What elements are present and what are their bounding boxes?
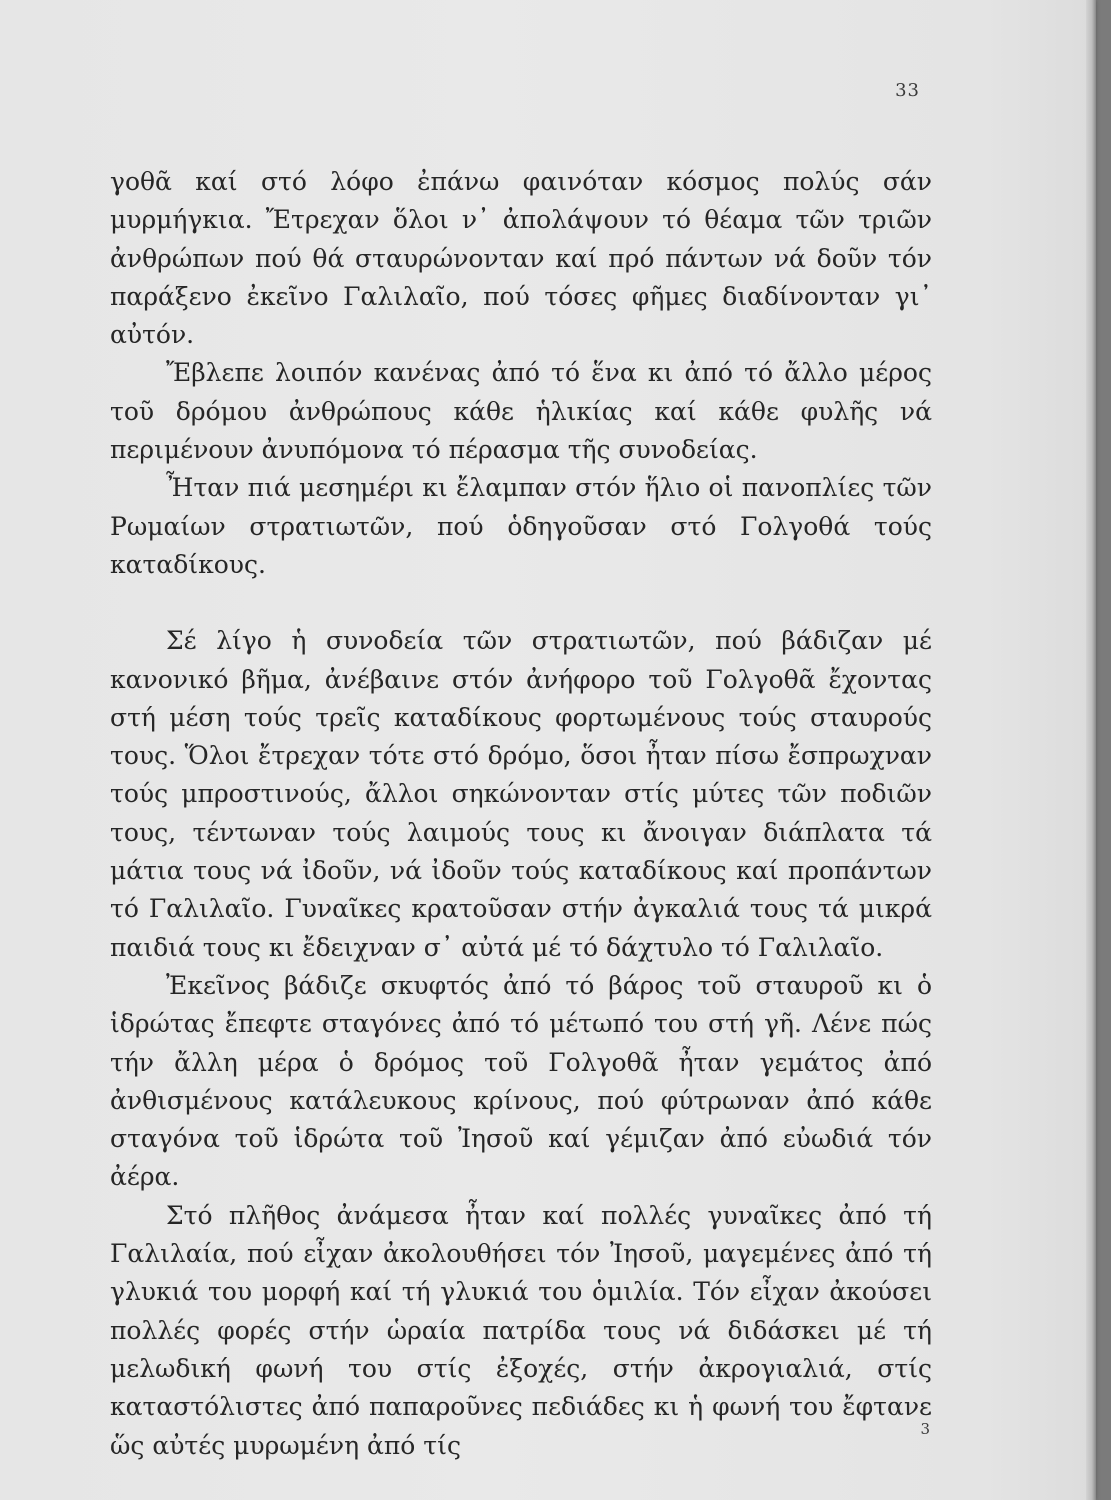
page-edge: [1086, 0, 1096, 1500]
paragraph: Σέ λίγο ἡ συνοδεία τῶν στρατιωτῶν, πού βάδιζαν μέ κανονικό βῆμα, ἀνέβαινε στόν ἀνήφορο τοῦ Γολγοθᾶ ἔχοντας στή μέση τούς τρεῖς καταδίκους φορτωμένους τούς σταυρούς τους. Ὅλοι ἔτρεχαν τότε στό δρόμο, ὅσοι ἦταν πίσω ἔσπρωχναν τούς μπροστινούς, ἄλλοι σηκώνονταν στίς μύτες τῶν ποδιῶν τους, τέντωναν τούς λαιμούς τους κι ἄνοιγαν διάπλατα τά μάτια τους νά ἰδοῦν, νά ἰδοῦν τούς καταδίκους καί προπάντων τό Γαλιλαῖο. Γυναῖκες κρατοῦσαν στήν ἀγκαλιά τους τά μικρά παιδιά τους κι ἔδειχναν σ᾽ αὐτά μέ τό δάχτυλο τό Γαλιλαῖο.: [110, 626, 932, 962]
body-text: [110, 163, 932, 1465]
paragraph: Ἔβλεπε λοιπόν κανένας ἀπό τό ἕνα κι ἀπό τό ἄλλο μέρος τοῦ δρόμου ἀνθρώπους κάθε ἡλικίας καί κάθε φυλῆς νά περιμένουν ἀνυπόμονα τό πέρασμα τῆς συνοδείας.: [110, 358, 932, 465]
page-number: 33: [895, 80, 920, 101]
paragraph: Ἐκεῖνος βάδιζε σκυφτός ἀπό τό βάρος τοῦ σταυροῦ κι ὁ ἱδρώτας ἔπεφτε σταγόνες ἀπό τό μέτωπό του στή γῆ. Λένε πώς τήν ἄλλη μέρα ὁ δρόμος τοῦ Γολγοθᾶ ἦταν γεμάτος ἀπό ἀνθισμένους κατάλευκους κρίνους, πού φύτρωναν ἀπό κάθε σταγόνα τοῦ ἱδρώτα τοῦ Ἰησοῦ καί γέμιζαν ἀπό εὐωδιά τόν ἀέρα.: [110, 970, 932, 1192]
paragraph: Ἦταν πιά μεσημέρι κι ἔλαμπαν στόν ἥλιο οἱ πανοπλίες τῶν Ρωμαίων στρατιωτῶν, πού ὁδηγοῦσαν στό Γολγοθά τούς καταδίκους.: [110, 473, 932, 579]
paragraph: γοθᾶ καί στό λόφο ἐπάνω φαινόταν κόσμος πολύς σάν μυρμήγκια. Ἔτρεχαν ὅλοι ν᾽ ἀπολάψουν τό θέαμα τῶν τριῶν ἀνθρώπων πού θά σταυρώνονταν καί πρό πάντων νά δοῦν τόν παράξενο ἐκεῖνο Γαλιλαῖο, πού τόσες φῆμες διαδίνονταν γι᾽ αὐτόν.: [110, 167, 932, 350]
paragraph: Στό πλῆθος ἀνάμεσα ἦταν καί πολλές γυναῖκες ἀπό τή Γαλιλαία, πού εἶχαν ἀκολουθήσει τόν Ἰησοῦ, μαγεμένες ἀπό τή γλυκιά του μορφή καί τή γλυκιά του ὁμιλία. Τόν εἶχαν ἀκούσει πολλές φορές στήν ὡραία πατρίδα τους νά διδάσκει μέ τή μελωδική φωνή του στίς ἐξοχές, στήν ἀκρογιαλιά, στίς καταστόλιστες ἀπό παπαροῦνες πεδιάδες κι ἡ φωνή του ἔφτανε ὥς αὐτές μυρωμένη ἀπό τίς: [110, 1200, 932, 1460]
signature-mark: 3: [920, 1420, 930, 1438]
